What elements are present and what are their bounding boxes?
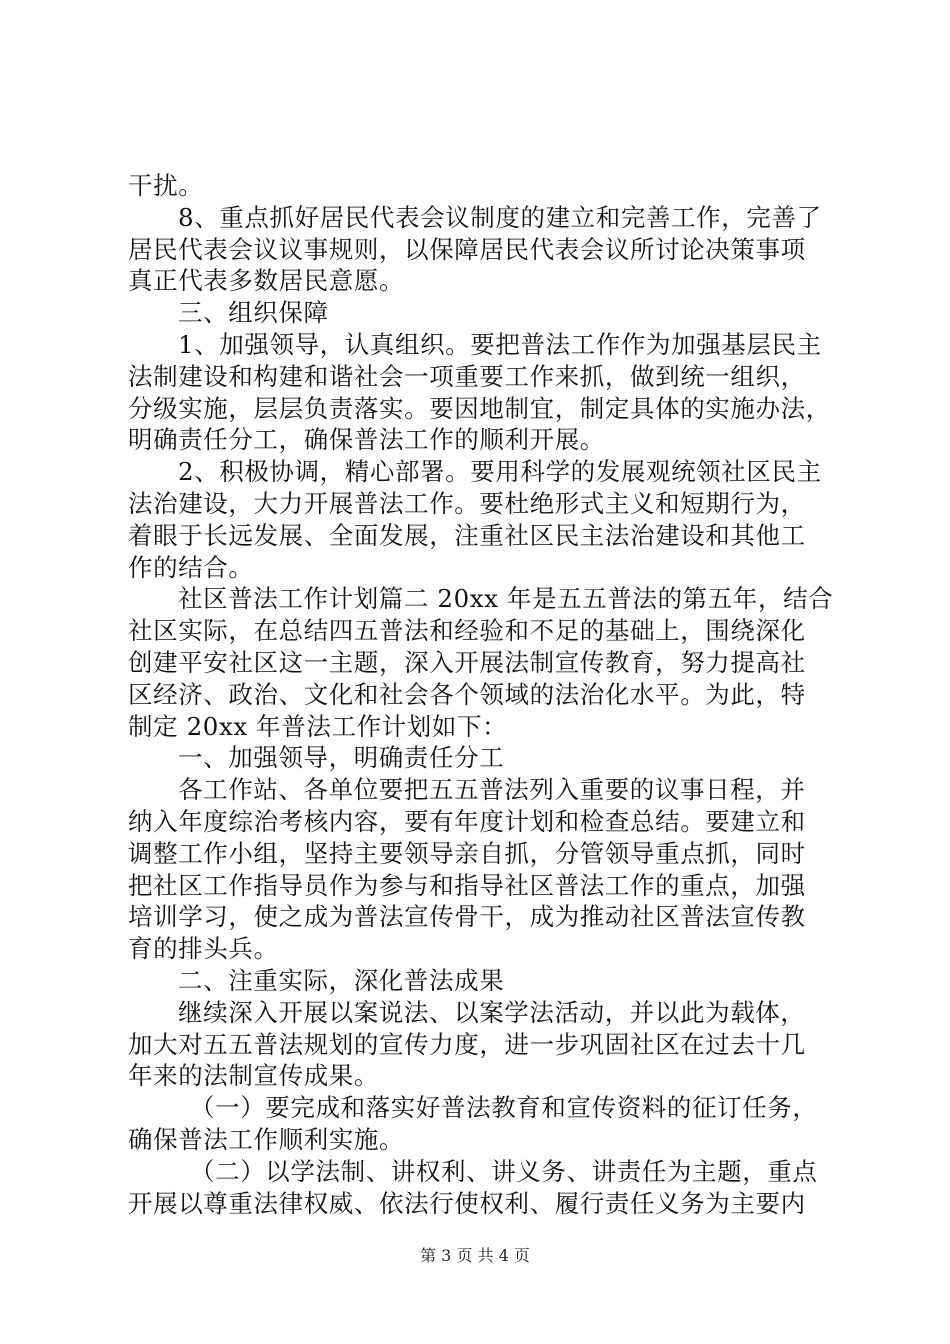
section-heading: 一、加强领导，明确责任分工 — [178, 743, 505, 773]
text-line: 1、加强领导，认真组织。要把普法工作作为加强基层民主 — [178, 329, 822, 359]
text-line: 居民代表会议议事规则，以保障居民代表会议所讨论决策事项 — [128, 234, 806, 264]
text-line: 社区普法工作计划篇二 20xx 年是五五普法的第五年，结合 — [178, 584, 834, 614]
text-line: 2、积极协调，精心部署。要用科学的发展观统领社区民主 — [178, 457, 822, 487]
section-heading: 二、注重实际，深化普法成果 — [178, 965, 505, 995]
text-line: 确保普法工作顺利实施。 — [128, 1124, 405, 1154]
text-line: 继续深入开展以案说法、以案学法活动，并以此为载体， — [178, 997, 806, 1027]
text-line: 调整工作小组，坚持主要领导亲自抓，分管领导重点抓，同时 — [128, 838, 806, 868]
text-line: 培训学习，使之成为普法宣传骨干，成为推动社区普法宣传教 — [128, 902, 806, 932]
section-heading: 三、组织保障 — [178, 298, 329, 328]
text-line: 8、重点抓好居民代表会议制度的建立和完善工作，完善了 — [178, 202, 822, 232]
text-line: 纳入年度综治考核内容，要有年度计划和检查总结。要建立和 — [128, 806, 806, 836]
text-line: 加大对五五普法规划的宣传力度，进一步巩固社区在过去十几 — [128, 1029, 806, 1059]
text-line: 真正代表多数居民意愿。 — [128, 266, 405, 296]
text-line: 社区实际，在总结四五普法和经验和不足的基础上，围绕深化 — [128, 616, 806, 646]
text-line: 育的排头兵。 — [128, 934, 279, 964]
text-line: 着眼于长远发展、全面发展，注重社区民主法治建设和其他工 — [128, 520, 806, 550]
text-line: （一）要完成和落实好普法教育和宣传资料的征订任务， — [190, 1093, 818, 1123]
text-line: 作的结合。 — [128, 552, 254, 582]
text-line: 法治建设，大力开展普法工作。要杜绝形式主义和短期行为， — [128, 488, 806, 518]
text-line: （二）以学法制、讲权利、讲义务、讲责任为主题，重点 — [190, 1156, 818, 1186]
text-line: 年来的法制宣传成果。 — [128, 1061, 379, 1091]
text-line: 把社区工作指导员作为参与和指导社区普法工作的重点，加强 — [128, 870, 806, 900]
text-line: 分级实施，层层负责落实。要因地制宜，制定具体的实施办法， — [128, 393, 831, 423]
page-number-footer: 第 3 页 共 4 页 — [420, 1246, 530, 1265]
text-line: 创建平安社区这一主题，深入开展法制宣传教育，努力提高社 — [128, 647, 806, 677]
text-line: 干扰。 — [128, 171, 204, 200]
text-line: 明确责任分工，确保普法工作的顺利开展。 — [128, 425, 605, 455]
text-line: 各工作站、各单位要把五五普法列入重要的议事日程，并 — [178, 775, 806, 805]
text-line: 区经济、政治、文化和社会各个领域的法治化水平。为此，特 — [128, 679, 806, 709]
text-line: 制定 20xx 年普法工作计划如下： — [128, 711, 508, 741]
text-line: 开展以尊重法律权威、依法行使权利、履行责任义务为主要内 — [128, 1188, 806, 1218]
text-line: 法制建设和构建和谐社会一项重要工作来抓，做到统一组织， — [128, 361, 806, 391]
document-body — [128, 170, 838, 1219]
